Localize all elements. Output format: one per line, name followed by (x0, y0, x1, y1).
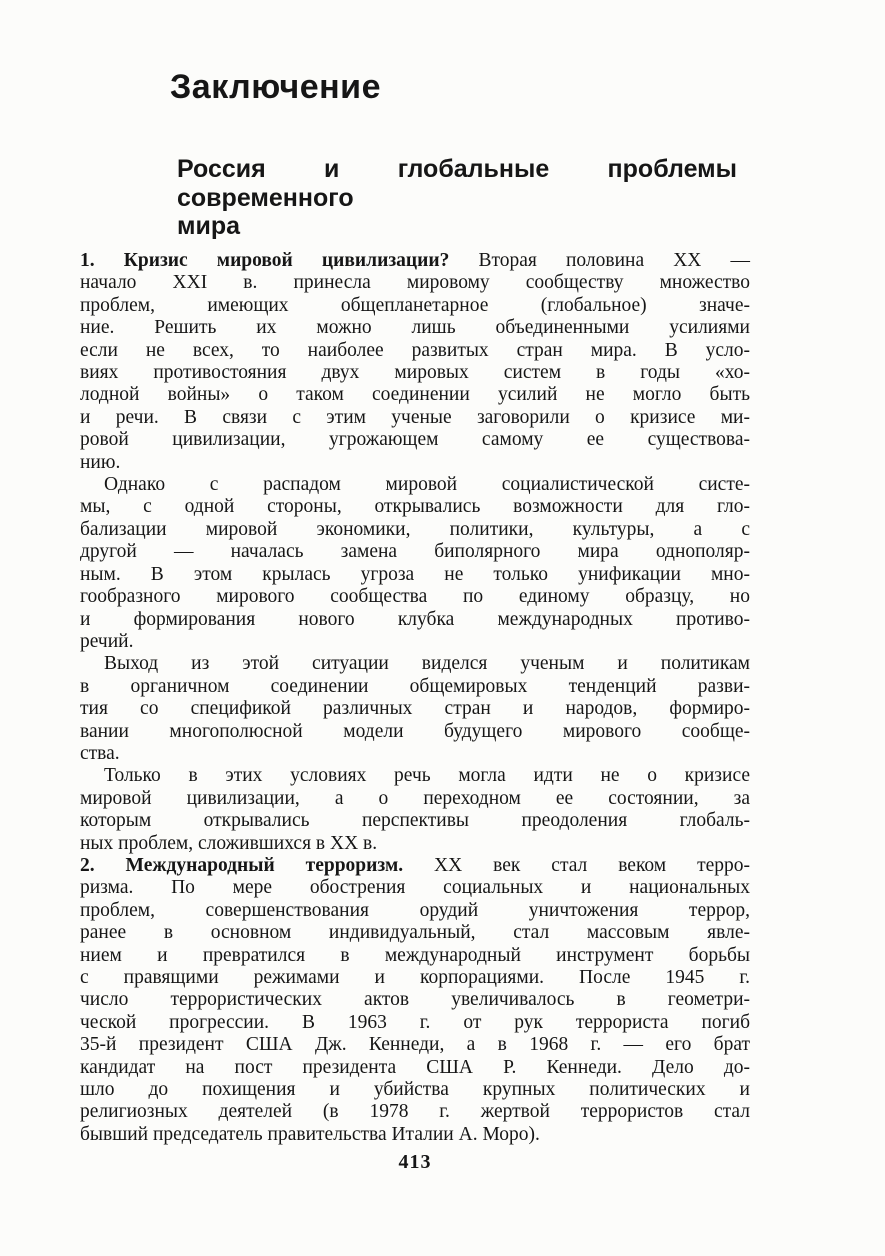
text-line: Выход из этой ситуации виделся ученым и политикам (104, 653, 750, 675)
text-line: проблем, совершенствования орудий уничтожения террор, (80, 899, 750, 921)
text-line: Однако с распадом мировой социалистической систе- (104, 474, 750, 496)
text-line: нию. (80, 451, 121, 473)
text-line: ранее в основном индивидуальный, стал массовым явле- (80, 922, 750, 944)
text-line: ства. (80, 742, 120, 764)
text-line: мировой цивилизации, а о переходном ее состоянии, за (80, 787, 750, 809)
text-line: 35-й президент США Дж. Кеннеди, а в 1968 г. — его брат (80, 1034, 750, 1056)
text-line: проблем, имеющих общепланетарное (глобальное) значе- (80, 294, 750, 316)
text-line: число террористических актов увеличивалось в геометри- (80, 989, 750, 1011)
paragraph (80, 474, 750, 653)
text-line: ровой цивилизации, угрожающем самому ее существова- (80, 429, 750, 451)
text-line: ние. Решить их можно лишь объединенными усилиями (80, 317, 750, 339)
paragraph (80, 250, 750, 474)
text-line: ческой прогрессии. В 1963 г. от рук террориста погиб (80, 1011, 750, 1033)
text-line: мы, с одной стороны, открывались возможности для гло- (80, 496, 750, 518)
paragraph (80, 653, 750, 765)
section-title (177, 155, 737, 241)
chapter-title: Заключение (170, 68, 381, 106)
section-title-line: Россия и глобальные проблемы современного (177, 155, 737, 212)
text-line: 1. Кризис мировой цивилизации? Вторая половина XX — (80, 250, 750, 271)
text-line: бывший председатель правительства Италии А. Моро). (80, 1123, 540, 1145)
text-line: вании многополюсной модели будущего мирового сообще- (80, 720, 750, 742)
text-line: 2. Международный терроризм. XX век стал веком терро- (80, 854, 751, 876)
section-title-line: мира (177, 212, 241, 240)
text-line: ным. В этом крылась угроза не только унификации мно- (80, 563, 750, 585)
text-line: религиозных деятелей (в 1978 г. жертвой террористов стал (80, 1101, 750, 1123)
paragraph-lead: 1. Кризис мировой цивилизации? (80, 250, 450, 271)
text-line: ных проблем, сложившихся в XX в. (80, 832, 378, 854)
text-line: если не всех, то наиболее развитых стран мира. В усло- (80, 339, 750, 361)
text-line: нием и превратился в международный инструмент борьбы (80, 944, 750, 966)
text-line: в органичном соединении общемировых тенденций разви- (80, 675, 750, 697)
text-line: Только в этих условиях речь могла идти не о кризисе (104, 765, 750, 787)
text-line: гообразного мирового сообщества по единому образцу, но (80, 586, 750, 608)
text-line: бализации мировой экономики, политики, культуры, а с (80, 518, 750, 540)
text-line: шло до похищения и убийства крупных политических и (80, 1079, 750, 1101)
text-line: которым открывались перспективы преодоления глобаль- (80, 810, 750, 832)
text-line: лодной войны» о таком соединении усилий не могло быть (80, 384, 750, 406)
text-line: речий. (80, 630, 134, 652)
text-line: другой — началась замена биполярного мира однополяр- (80, 541, 750, 563)
page-number: 413 (398, 1151, 432, 1173)
text-line: начало XXI в. принесла мировому сообществу множество (80, 272, 750, 294)
body-text (80, 250, 750, 1146)
paragraph-lead: 2. Международный терроризм. (80, 854, 404, 876)
text-line: виях противостояния двух мировых систем в годы «хо- (80, 362, 750, 384)
text-line: ризма. По мере обострения социальных и национальных (80, 877, 750, 899)
text-line: тия со спецификой различных стран и народов, формиро- (80, 698, 750, 720)
text-line: с правящими режимами и корпорациями. После 1945 г. (80, 967, 750, 988)
text-line: и формирования нового клубка международных противо- (80, 608, 750, 630)
paragraph (80, 765, 750, 855)
text-line: кандидат на пост президента США Р. Кеннеди. Дело до- (80, 1056, 750, 1078)
paragraph (80, 855, 750, 1146)
text-line: и речи. В связи с этим ученые заговорили о кризисе ми- (80, 406, 750, 428)
